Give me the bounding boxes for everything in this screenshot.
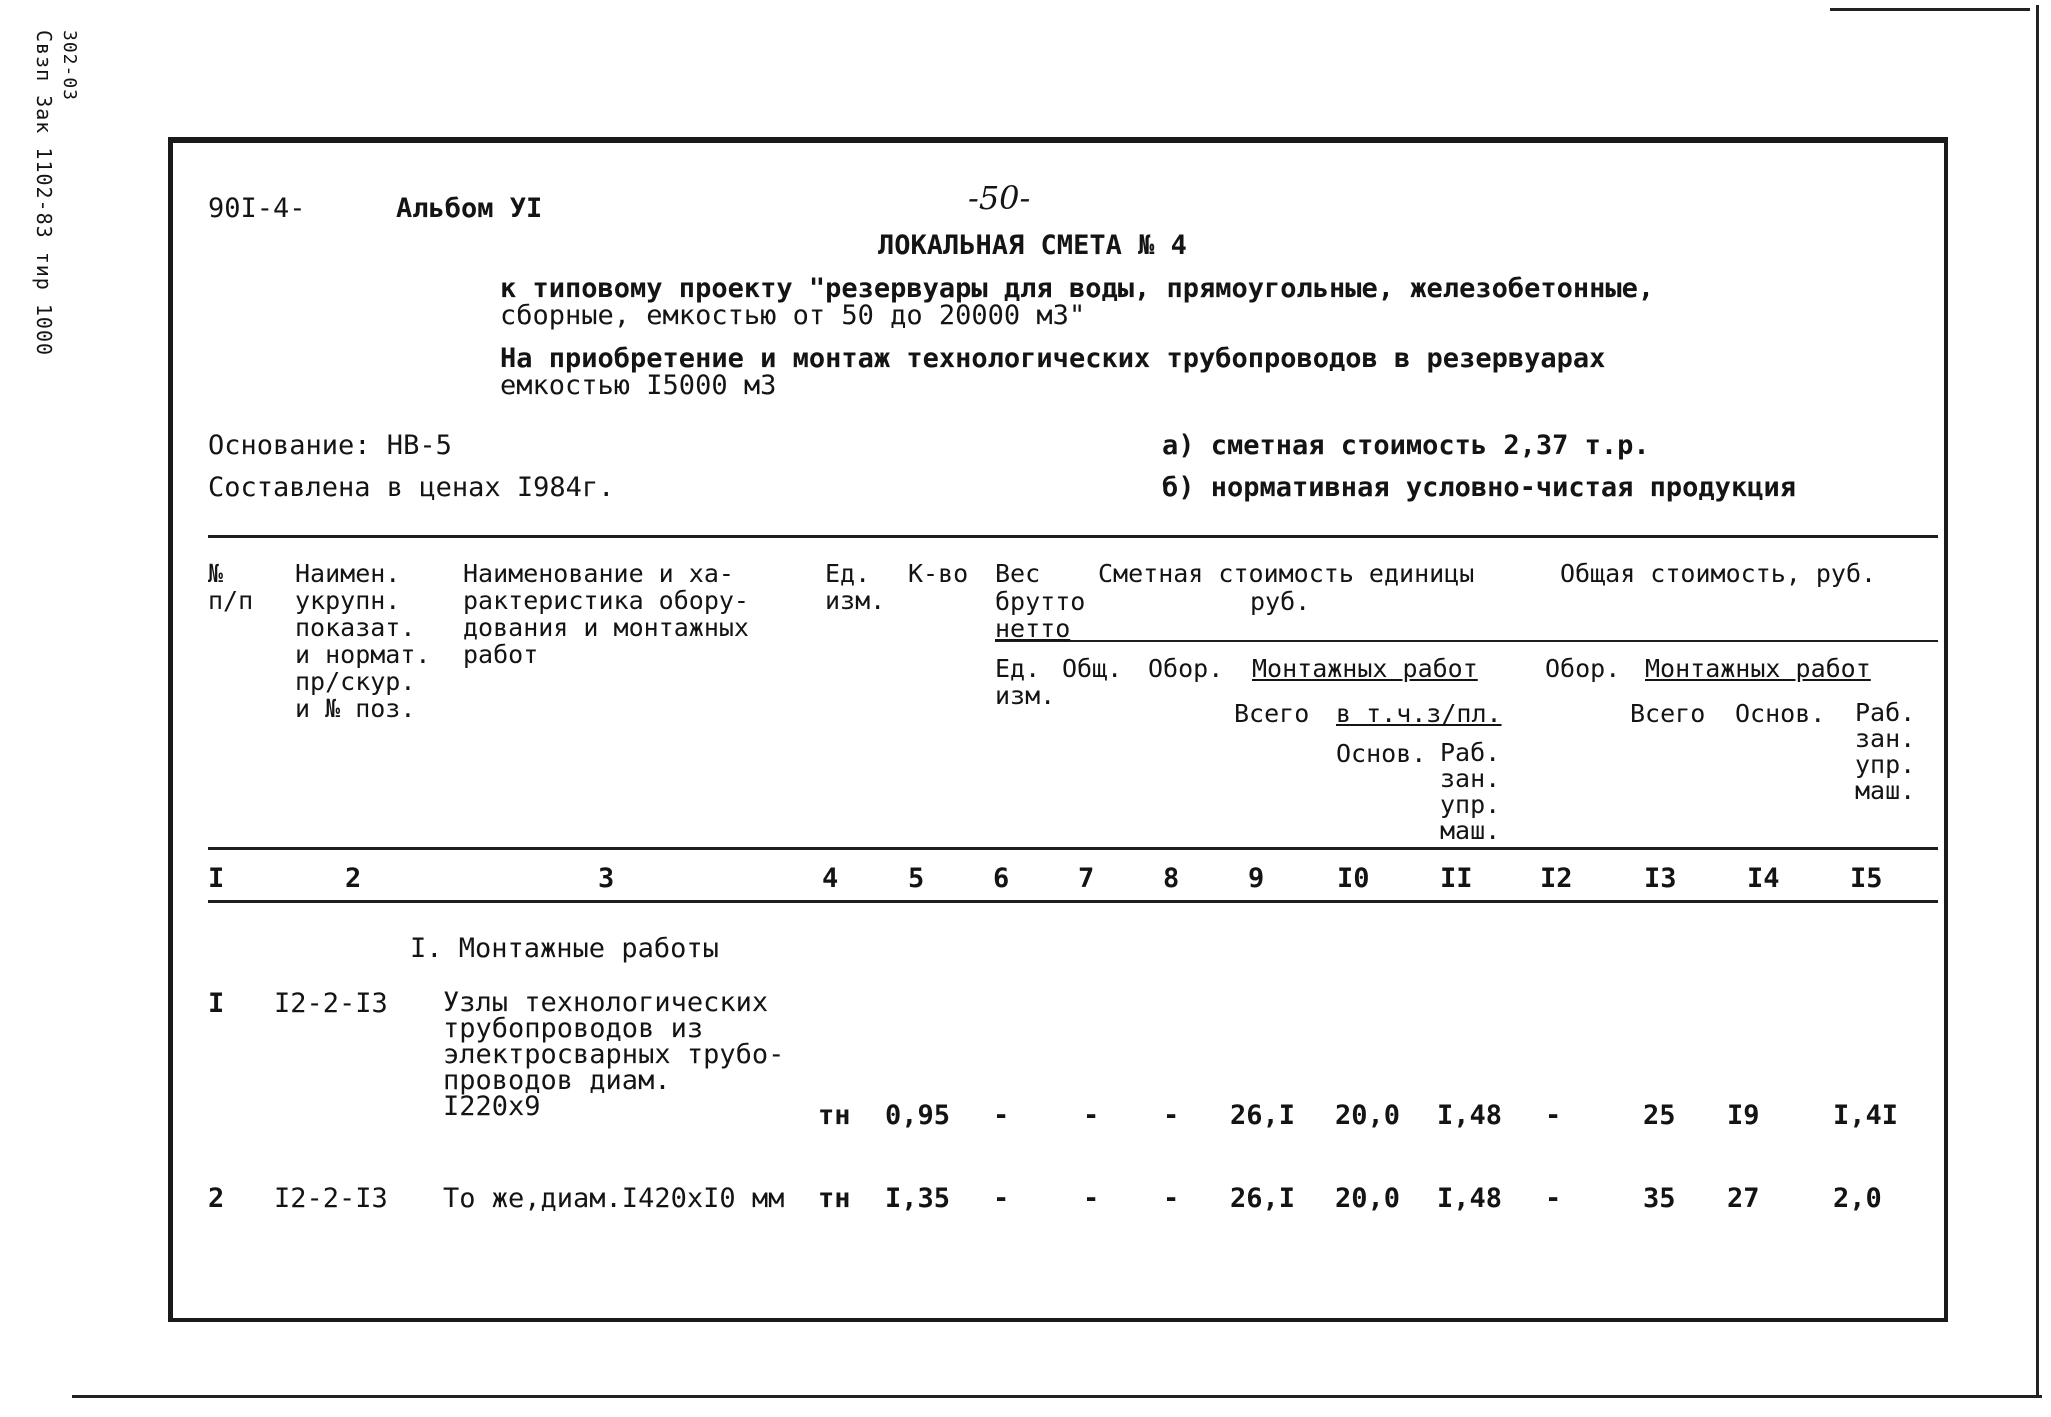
col15-header: Раб. зан. упр. маш. [1855, 698, 1916, 805]
document-title: ЛОКАЛЬНАЯ СМЕТА № 4 [878, 230, 1187, 261]
unit-cost-header: Сметная стоимость единицы [1098, 559, 1475, 588]
col11-header: Раб. зан. упр. маш. [1440, 738, 1501, 845]
column-number: I5 [1850, 863, 1883, 894]
print-stamp: Свзп Зак 1102-83 тир 1000 [32, 30, 56, 357]
column-number: 7 [1078, 863, 1095, 894]
row-2-total-machine: 2,0 [1833, 1183, 1882, 1214]
row-1-description: Узлы технологических трубопроводов из электросварных трубо- проводов диам. I220х9 [443, 987, 785, 1122]
column-number: I3 [1644, 863, 1677, 894]
row-2-total: 35 [1643, 1183, 1676, 1214]
top-rule [1830, 8, 2030, 11]
column-number: 4 [822, 863, 839, 894]
netto-header: нетто [995, 614, 1071, 643]
section-title: I. Монтажные работы [410, 933, 719, 964]
col6-header: Ед. изм. [995, 654, 1056, 710]
subtitle-line-1: к типовому проекту "резервуары для воды, прямоугольные, железобетонные, [500, 273, 1655, 304]
row-1-unit-machine-wage: I,48 [1437, 1100, 1503, 1131]
row-1-equipment-total: - [1545, 1100, 1562, 1131]
row-2-number: 2 [208, 1183, 225, 1214]
row-2-unit-total: 26,I [1230, 1183, 1296, 1214]
row-1-total-base: I9 [1727, 1100, 1760, 1131]
row-1-unit: тн [818, 1100, 851, 1131]
row-1-weight: - [993, 1100, 1010, 1131]
row-2-equipment: - [1163, 1183, 1180, 1214]
purpose-line-2: емкостью I5000 м3 [500, 370, 777, 401]
row-1-quantity: 0,95 [885, 1100, 951, 1131]
column-number: 8 [1163, 863, 1180, 894]
col-unit-header: Ед. изм. [825, 559, 886, 615]
normative-production: б) нормативная условно-чистая продукция [1162, 472, 1796, 503]
row-1-code: I2-2-I3 [274, 988, 388, 1019]
row-2-unit-base-wage: 20,0 [1335, 1183, 1401, 1214]
outer-border-right [2036, 5, 2039, 1397]
col13-header: Всего [1630, 699, 1706, 728]
margin-code: 302-03 [59, 30, 80, 102]
column-number: 2 [345, 863, 362, 894]
column-number: II [1440, 863, 1473, 894]
basis-label: Основание: НВ-5 [208, 430, 452, 461]
project-code: 90I-4- [208, 193, 306, 224]
incl-wage-header: в т.ч.з/пл. [1336, 699, 1502, 728]
outer-border-bottom [72, 1395, 2042, 1398]
row-1-total-machine: I,4I [1833, 1100, 1899, 1131]
col10-header: Основ. [1336, 739, 1427, 768]
column-number: 9 [1248, 863, 1265, 894]
row-1-unit-total: 26,I [1230, 1100, 1296, 1131]
column-numbers-rule [208, 900, 1938, 903]
col8-header: Обор. [1148, 654, 1224, 683]
row-2-weight: - [993, 1183, 1010, 1214]
column-number: I0 [1337, 863, 1370, 894]
col-name-header: Наименование и ха- рактеристика обору- дования и монтажных работ [463, 559, 749, 669]
total-cost-header: Общая стоимость, руб. [1560, 559, 1877, 588]
row-2-unit-machine-wage: I,48 [1437, 1183, 1503, 1214]
col-number-header: № п/п [208, 559, 254, 615]
table-top-rule [208, 535, 1938, 538]
row-1-number: I [208, 988, 225, 1019]
row-2-equipment-total: - [1545, 1183, 1562, 1214]
column-number: I [208, 863, 225, 894]
row-2-total-weight: - [1083, 1183, 1100, 1214]
col-code-header: Наимен. укрупн. показат. и нормат. пр/скур. и № поз. [295, 559, 431, 723]
brutto-header: брутто [995, 587, 1086, 616]
header-bottom-rule [208, 847, 1938, 850]
row-1-equipment: - [1163, 1100, 1180, 1131]
col12-header: Обор. [1545, 654, 1621, 683]
column-number: 5 [908, 863, 925, 894]
netto-rule [995, 640, 1938, 642]
page-number: -50- [968, 179, 1031, 217]
row-1-unit-base-wage: 20,0 [1335, 1100, 1401, 1131]
row-2-description: То же,диам.I420хI0 мм [443, 1183, 785, 1214]
compiled-label: Составлена в ценах I984г. [208, 472, 615, 503]
mont-work-header: Монтажных работ [1252, 654, 1478, 683]
unit-cost-rub: руб. [1250, 587, 1311, 616]
row-2-total-base: 27 [1727, 1183, 1760, 1214]
weight-header: Вес [995, 559, 1041, 588]
mont-work-header-2: Монтажных работ [1645, 654, 1871, 683]
col7-header: Общ. [1062, 654, 1123, 683]
col-qty-header: К-во [908, 559, 969, 588]
row-1-total-weight: - [1083, 1100, 1100, 1131]
row-1-total: 25 [1643, 1100, 1676, 1131]
col14-header: Основ. [1735, 699, 1826, 728]
column-number: 6 [993, 863, 1010, 894]
album-label: Альбом УI [396, 193, 543, 224]
row-2-code: I2-2-I3 [274, 1183, 388, 1214]
column-number: I2 [1540, 863, 1573, 894]
row-2-unit: тн [818, 1183, 851, 1214]
col9-header: Всего [1234, 699, 1310, 728]
estimated-cost: а) сметная стоимость 2,37 т.р. [1162, 430, 1650, 461]
subtitle-line-2: сборные, емкостью от 50 до 20000 м3" [500, 300, 1086, 331]
purpose-line-1: На приобретение и монтаж технологических трубопроводов в резервуарах [500, 343, 1606, 374]
row-2-quantity: I,35 [885, 1183, 951, 1214]
column-number: I4 [1747, 863, 1780, 894]
column-number: 3 [598, 863, 615, 894]
